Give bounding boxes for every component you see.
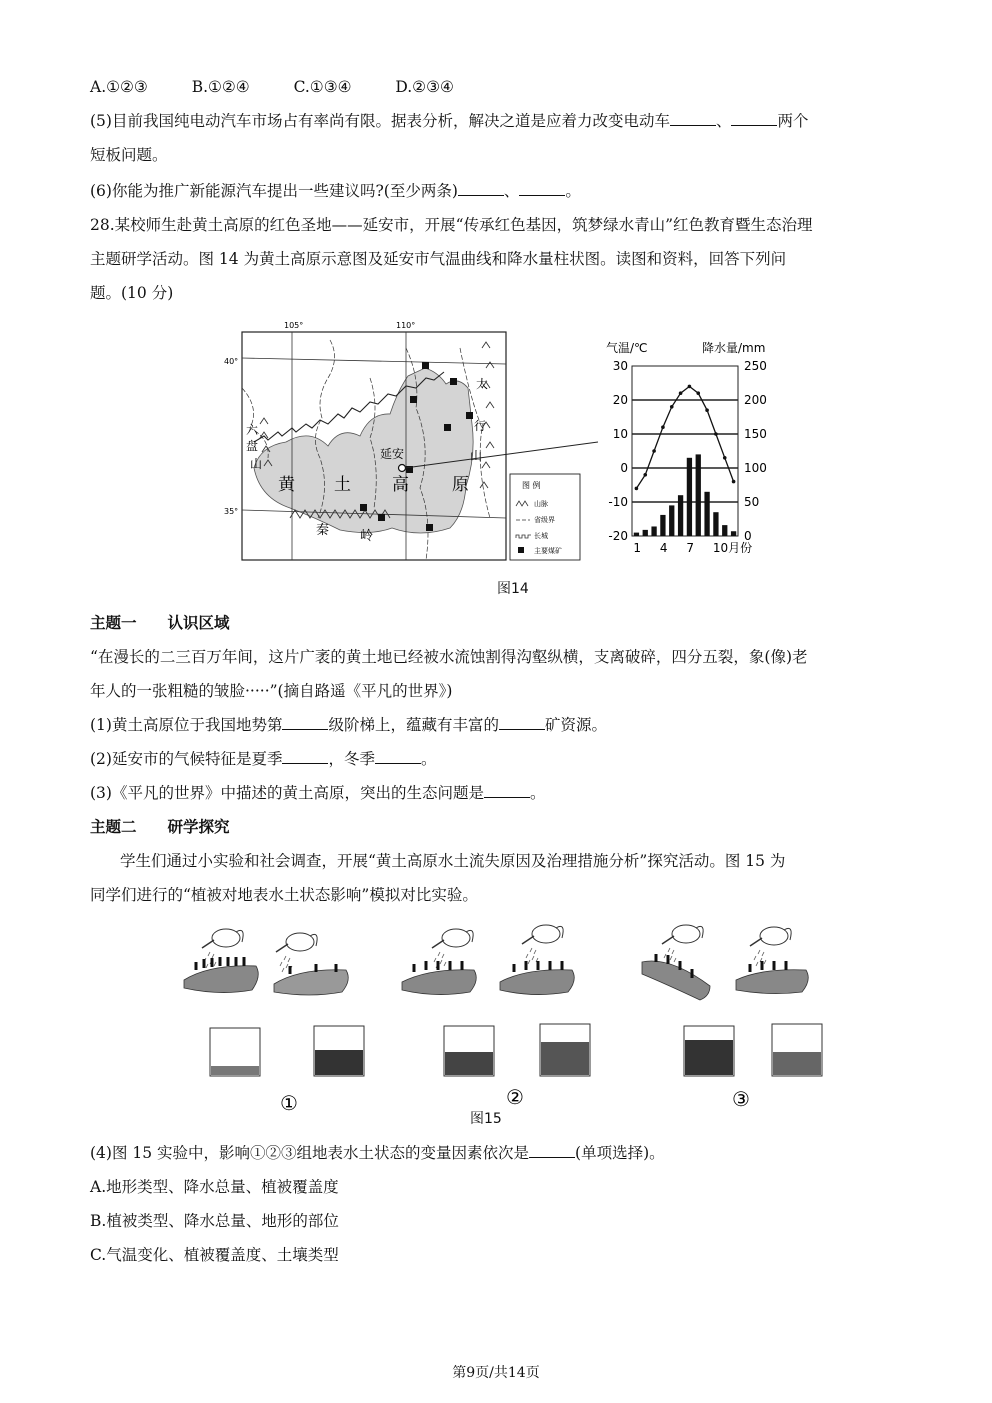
theme-2-heading: 主题二 研学探究 <box>90 817 230 836</box>
region-name-tu: 土 <box>334 475 351 495</box>
precipitation-bar <box>678 495 683 536</box>
chart-left-ticks <box>608 359 628 543</box>
page-footer: 第9页/共14页 <box>452 1365 540 1381</box>
intro-line-1: 学生们通过小实验和社会调查，开展“黄土高原水土流失原因及治理措施分析”探究活动。图 15 为 <box>120 852 786 870</box>
legend-mountain: 山脉 <box>534 500 548 508</box>
figure-14 <box>220 318 780 580</box>
temperature-point <box>696 391 700 395</box>
right-tick-label: 250 <box>744 359 767 373</box>
legend-title: 图 例 <box>522 481 541 490</box>
left-tick-label: 0 <box>620 461 628 475</box>
question-6 <box>90 180 581 202</box>
q4-text-a: (4)图 15 实验中，影响①②③组地表水土状态的变量因素依次是 <box>90 1144 530 1162</box>
answer-blank[interactable] <box>670 111 716 126</box>
temperature-point <box>670 405 674 409</box>
water-level <box>211 1066 259 1075</box>
answer-blank[interactable] <box>375 749 421 764</box>
left-tick-label: 30 <box>612 359 628 373</box>
answer-blank[interactable] <box>282 715 328 730</box>
answer-blank[interactable] <box>529 1143 575 1158</box>
chart-x-ticks <box>633 541 752 555</box>
water-level <box>685 1040 733 1075</box>
water-level <box>315 1050 363 1075</box>
precipitation-bar <box>634 533 639 536</box>
precipitation-bar <box>643 530 648 536</box>
option-a-line: A.地形类型、降水总量、植被覆盖度 <box>90 1178 339 1196</box>
precipitation-bar <box>731 531 736 536</box>
temperature-point <box>661 425 665 429</box>
region-name-yuan: 原 <box>452 475 469 495</box>
intro-line-2: 同学们进行的“植被对地表水土状态影响”模拟对比实验。 <box>90 886 478 904</box>
option-d: D.②③④ <box>395 78 454 96</box>
experiment-group-2 <box>402 925 590 1109</box>
question-28-line1: 28.某校师生赴黄土高原的红色圣地——延安市，开展“传承红色基因，筑梦绿水青山”红色教育暨生态治理 <box>90 216 813 234</box>
temperature-point <box>705 408 709 412</box>
mt-taihang-3: 山 <box>470 449 483 463</box>
yanan-city-marker <box>399 465 406 472</box>
group-label-1: ① <box>280 1091 298 1115</box>
right-tick-label: 50 <box>744 495 760 509</box>
legend-coal: 主要煤矿 <box>534 547 562 555</box>
left-tick-label: -10 <box>608 495 628 509</box>
options-row-prev <box>90 76 454 98</box>
question-4 <box>90 1142 665 1164</box>
question-1 <box>90 714 607 736</box>
question-3 <box>90 782 545 804</box>
x-tick-label: 7 <box>686 541 695 555</box>
option-b-line: B.植被类型、降水总量、地形的部位 <box>90 1212 339 1230</box>
answer-blank[interactable] <box>458 181 504 196</box>
theme-1-heading: 主题一 认识区域 <box>90 613 230 632</box>
right-tick-label: 200 <box>744 393 767 407</box>
figure-15-caption: 图15 <box>470 1111 502 1127</box>
question-5 <box>90 110 809 132</box>
temperature-point <box>652 449 656 453</box>
question-28-line2: 主题研学活动。图 14 为黄土高原示意图及延安市气温曲线和降水量柱状图。读图和资料，回答下列问 <box>90 250 787 268</box>
precipitation-bar <box>651 526 656 536</box>
precipitation-bars <box>634 454 736 536</box>
x-tick-label: 4 <box>659 541 668 555</box>
precipitation-bar <box>687 458 692 536</box>
lat-label-35: 35° <box>224 507 239 516</box>
precipitation-bar <box>722 525 727 536</box>
region-name-gao: 高 <box>392 475 409 495</box>
water-level <box>773 1052 821 1075</box>
q1-text-b: 级阶梯上，蕴藏有丰富的 <box>328 716 499 734</box>
q4-text-b: (单项选择)。 <box>575 1144 665 1162</box>
answer-blank[interactable] <box>519 181 565 196</box>
q5-text-b: 两个 <box>777 112 809 130</box>
temperature-point <box>679 391 683 395</box>
option-b: B.①②④ <box>191 78 250 96</box>
place-yanan: 延安 <box>380 447 405 461</box>
mt-taihang-1: 太 <box>476 377 489 391</box>
question-5-cont: 短板问题。 <box>90 146 168 164</box>
region-name-huang: 黄 <box>278 475 295 495</box>
q2-text-a: (2)延安市的气候特征是夏季 <box>90 750 283 768</box>
soil-slope <box>642 961 710 1000</box>
precipitation-bar <box>669 505 674 536</box>
q1-text-a: (1)黄土高原位于我国地势第 <box>90 716 283 734</box>
temperature-curve <box>636 386 733 488</box>
right-tick-label: 0 <box>744 529 752 543</box>
left-tick-label: -20 <box>608 529 628 543</box>
right-tick-label: 150 <box>744 427 767 441</box>
figure-15 <box>170 920 830 1130</box>
answer-blank[interactable] <box>282 749 328 764</box>
mt-qinling-1: 秦 <box>316 523 330 538</box>
precipitation-bar <box>660 515 665 536</box>
soil-slope <box>274 970 348 995</box>
climate-chart <box>606 340 767 555</box>
lon-label-110: 110° <box>396 321 416 330</box>
precipitation-bar <box>704 492 709 536</box>
q3-text-a: (3)《平凡的世界》中描述的黄土高原，突出的生态问题是 <box>90 784 484 802</box>
mt-liupan-2: 盘 <box>246 439 259 453</box>
answer-blank[interactable] <box>499 715 545 730</box>
right-tick-label: 100 <box>744 461 767 475</box>
left-tick-label: 10 <box>612 427 628 441</box>
quote-line-2: 年人的一张粗糙的皱脸·····”(摘自路遥《平凡的世界》) <box>90 682 453 700</box>
soil-slope <box>500 970 574 995</box>
answer-blank[interactable] <box>484 783 530 798</box>
group-label-2: ② <box>506 1085 524 1109</box>
experiment-group-3 <box>642 925 822 1111</box>
x-tick-label: 1 <box>633 541 642 555</box>
temperature-point <box>688 385 692 389</box>
q2-text-b: ，冬季 <box>328 750 375 768</box>
legend-border: 省级界 <box>534 516 555 524</box>
temperature-point <box>643 473 647 477</box>
q6-sep: 、 <box>503 182 520 200</box>
option-a: A.①②③ <box>90 78 148 96</box>
x-tick-label: 10月份 <box>712 541 753 555</box>
precipitation-bar <box>696 454 701 536</box>
mt-qinling-2: 岭 <box>360 529 374 544</box>
water-level <box>541 1042 589 1075</box>
water-level <box>445 1052 493 1075</box>
precipitation-bar <box>713 512 718 536</box>
soil-slope <box>736 970 808 994</box>
legend-wall: 长城 <box>534 532 548 540</box>
temperature-point <box>732 480 736 484</box>
chart-ylabel-left: 气温/℃ <box>606 341 648 355</box>
q6-text: (6)你能为推广新能源汽车提出一些建议吗?(至少两条) <box>90 182 458 200</box>
mt-liupan-3: 山 <box>250 457 263 471</box>
question-28-line3: 题。(10 分) <box>90 284 174 302</box>
temperature-point <box>723 456 727 460</box>
q1-text-c: 矿资源。 <box>544 716 607 734</box>
left-tick-label: 20 <box>612 393 628 407</box>
option-c: C.①③④ <box>293 78 352 96</box>
temperature-point <box>714 432 718 436</box>
quote-line-1: “在漫长的二三百万年间，这片广袤的黄土地已经被水流蚀割得沟壑纵横，支离破碎，四分五裂，象(像)老 <box>90 648 808 666</box>
q6-end: 。 <box>565 182 581 200</box>
q3-text-b: 。 <box>529 784 546 802</box>
soil-slope <box>402 970 476 995</box>
mt-taihang-2: 行 <box>474 419 487 433</box>
legend-coal-symbol <box>518 547 524 553</box>
q2-text-c: 。 <box>420 750 437 768</box>
mt-liupan-1: 六 <box>246 423 259 437</box>
question-2 <box>90 748 437 770</box>
group-label-3: ③ <box>732 1087 750 1111</box>
experiment-group-1 <box>184 929 364 1115</box>
lon-label-105: 105° <box>284 321 304 330</box>
chart-ylabel-right: 降水量/mm <box>702 341 766 355</box>
answer-blank[interactable] <box>731 111 777 126</box>
q5-text-a: (5)目前我国纯电动汽车市场占有率尚有限。据表分析，解决之道是应着力改变电动车 <box>90 112 670 130</box>
chart-right-ticks <box>744 359 767 543</box>
option-c-line: C.气温变化、植被覆盖度、土壤类型 <box>90 1246 339 1264</box>
figure-14-caption: 图14 <box>497 581 529 597</box>
lat-label-40: 40° <box>224 357 239 366</box>
temperature-point <box>635 487 639 491</box>
q5-sep: 、 <box>715 112 732 130</box>
